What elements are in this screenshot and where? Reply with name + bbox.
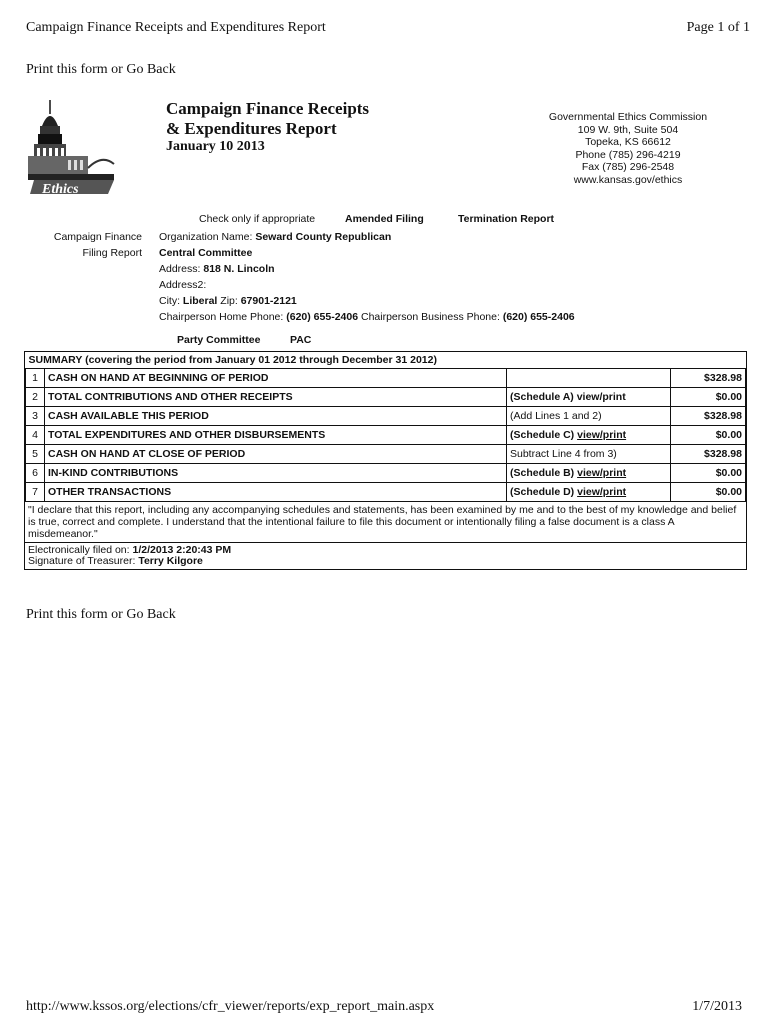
schedule-d-view-print-link[interactable]: view/print bbox=[577, 486, 627, 498]
summary-header: SUMMARY (covering the period from January 01 2012 through December 31 2012) bbox=[26, 352, 746, 369]
organization-name-label: Organization Name: bbox=[159, 231, 253, 243]
line-amount: $328.98 bbox=[671, 407, 746, 426]
commission-name: Governmental Ethics Commission bbox=[548, 111, 708, 123]
commission-phone: Phone (785) 296-4219 bbox=[575, 148, 681, 161]
line-label: CASH AVAILABLE THIS PERIOD bbox=[45, 407, 507, 426]
table-row bbox=[26, 369, 746, 388]
table-row bbox=[26, 407, 746, 426]
print-footer-url: http://www.kssos.org/elections/cfr_viewer/reports/exp_report_main.aspx bbox=[26, 999, 435, 1014]
print-header-page-number: Page 1 of 1 bbox=[686, 20, 750, 35]
print-footer-date: 1/7/2013 bbox=[692, 999, 742, 1014]
commission-street: 109 W. 9th, Suite 504 bbox=[577, 123, 679, 136]
city-zip-row bbox=[159, 293, 719, 309]
schedule-b-label: (Schedule B) bbox=[510, 467, 575, 479]
schedule-c-view-print-link[interactable]: view/print bbox=[577, 429, 627, 441]
organization-name-value-cont: Central Committee bbox=[159, 247, 253, 259]
line-amount: $0.00 bbox=[671, 426, 746, 445]
address-label: Address: bbox=[159, 263, 201, 275]
address-row bbox=[159, 261, 719, 277]
table-row bbox=[26, 464, 746, 483]
line-schedule bbox=[507, 426, 671, 445]
summary-table bbox=[24, 351, 747, 570]
efiled-value: 1/2/2013 2:20:43 PM bbox=[132, 544, 232, 556]
line-schedule: (Add Lines 1 and 2) bbox=[507, 407, 671, 426]
party-committee-option[interactable]: Party Committee bbox=[177, 334, 261, 346]
line-amount: $328.98 bbox=[671, 369, 746, 388]
line-amount: $328.98 bbox=[671, 445, 746, 464]
go-back-link-bottom[interactable]: Go Back bbox=[126, 607, 176, 622]
filing-details bbox=[159, 229, 719, 325]
line-label: TOTAL CONTRIBUTIONS AND OTHER RECEIPTS bbox=[45, 388, 507, 407]
commission-address-block bbox=[520, 111, 736, 186]
commission-city: Topeka, KS 66612 bbox=[585, 136, 671, 148]
efiled-label: Electronically filed on: bbox=[28, 544, 130, 556]
schedule-d-label: (Schedule D) bbox=[510, 486, 575, 498]
address2-row bbox=[159, 277, 719, 293]
capitol-icon bbox=[28, 98, 120, 202]
address-value: 818 N. Lincoln bbox=[203, 263, 275, 275]
print-form-link[interactable]: Print this form bbox=[26, 62, 108, 77]
business-phone-value: (620) 655-2406 bbox=[502, 311, 575, 323]
line-label: CASH ON HAND AT BEGINNING OF PERIOD bbox=[45, 369, 507, 388]
commission-fax: Fax (785) 296-2548 bbox=[581, 161, 675, 173]
organization-name-value: Seward County Republican bbox=[255, 231, 392, 243]
filing-label-line1: Campaign Finance bbox=[53, 231, 142, 243]
home-phone-label: Chairperson Home Phone: bbox=[159, 311, 284, 323]
line-number: 2 bbox=[26, 388, 45, 407]
line-label: TOTAL EXPENDITURES AND OTHER DISBURSEMENTS bbox=[45, 426, 507, 445]
business-phone-label: Chairperson Business Phone: bbox=[360, 311, 500, 323]
line-number: 3 bbox=[26, 407, 45, 426]
report-title bbox=[166, 99, 369, 139]
zip-label: Zip: bbox=[220, 295, 238, 307]
line-number: 7 bbox=[26, 483, 45, 502]
line-label: CASH ON HAND AT CLOSE OF PERIOD bbox=[45, 445, 507, 464]
schedule-c-label: (Schedule C) bbox=[510, 429, 575, 441]
treasurer-label: Signature of Treasurer: bbox=[28, 555, 136, 567]
table-row bbox=[26, 483, 746, 502]
line-amount: $0.00 bbox=[671, 464, 746, 483]
city-value: Liberal bbox=[182, 295, 218, 307]
nav-or-text-bottom: or bbox=[111, 607, 123, 622]
line-schedule bbox=[507, 464, 671, 483]
amended-filing-option[interactable]: Amended Filing bbox=[345, 213, 424, 225]
top-nav bbox=[26, 62, 176, 78]
pac-option[interactable]: PAC bbox=[290, 334, 312, 346]
line-amount: $0.00 bbox=[671, 483, 746, 502]
treasurer-row bbox=[28, 556, 743, 567]
line-label: IN-KIND CONTRIBUTIONS bbox=[45, 464, 507, 483]
declaration-text: "I declare that this report, including any accompanying schedules and statements, has been examined by me and to the best of my knowledge and belief is true, correct and complete. I understand that the intentional failure to file this document or intentionally filing a false document is a class A misdemeanor." bbox=[25, 502, 746, 543]
logo-text-ethics: Ethics bbox=[42, 182, 79, 197]
table-row bbox=[26, 388, 746, 407]
line-number: 6 bbox=[26, 464, 45, 483]
report-title-line1: Campaign Finance Receipts bbox=[166, 99, 370, 118]
zip-value: 67901-2121 bbox=[240, 295, 297, 307]
report-title-line2: & Expenditures Report bbox=[166, 119, 337, 138]
commission-website: www.kansas.gov/ethics bbox=[573, 173, 683, 186]
line-schedule: Subtract Line 4 from 3) bbox=[507, 445, 671, 464]
address2-label: Address2: bbox=[159, 279, 207, 291]
filing-report-label bbox=[40, 229, 142, 261]
schedule-a-view-print-link[interactable]: (Schedule A) view/print bbox=[507, 388, 671, 407]
report-date: January 10 2013 bbox=[166, 139, 265, 154]
nav-or-text: or bbox=[111, 62, 123, 77]
line-schedule bbox=[507, 483, 671, 502]
table-row bbox=[26, 445, 746, 464]
line-number: 4 bbox=[26, 426, 45, 445]
termination-report-option[interactable]: Termination Report bbox=[458, 213, 555, 225]
line-schedule bbox=[507, 369, 671, 388]
check-prompt: Check only if appropriate bbox=[199, 213, 316, 225]
line-number: 5 bbox=[26, 445, 45, 464]
electronic-filing-block bbox=[25, 543, 746, 569]
go-back-link[interactable]: Go Back bbox=[126, 62, 176, 77]
phones-row bbox=[159, 309, 719, 325]
line-label: OTHER TRANSACTIONS bbox=[45, 483, 507, 502]
home-phone-value: (620) 655-2406 bbox=[286, 311, 359, 323]
filing-label-line2: Filing Report bbox=[82, 247, 142, 259]
line-number: 1 bbox=[26, 369, 45, 388]
line-amount: $0.00 bbox=[671, 388, 746, 407]
kansas-capitol-ethics-logo bbox=[28, 98, 120, 202]
table-row bbox=[26, 426, 746, 445]
organization-name-row bbox=[159, 229, 719, 245]
schedule-b-view-print-link[interactable]: view/print bbox=[577, 467, 627, 479]
treasurer-value: Terry Kilgore bbox=[138, 555, 203, 567]
city-label: City: bbox=[159, 295, 180, 307]
print-form-link-bottom[interactable]: Print this form bbox=[26, 607, 108, 622]
bottom-nav bbox=[26, 607, 176, 623]
print-header-title: Campaign Finance Receipts and Expenditures Report bbox=[26, 20, 326, 35]
